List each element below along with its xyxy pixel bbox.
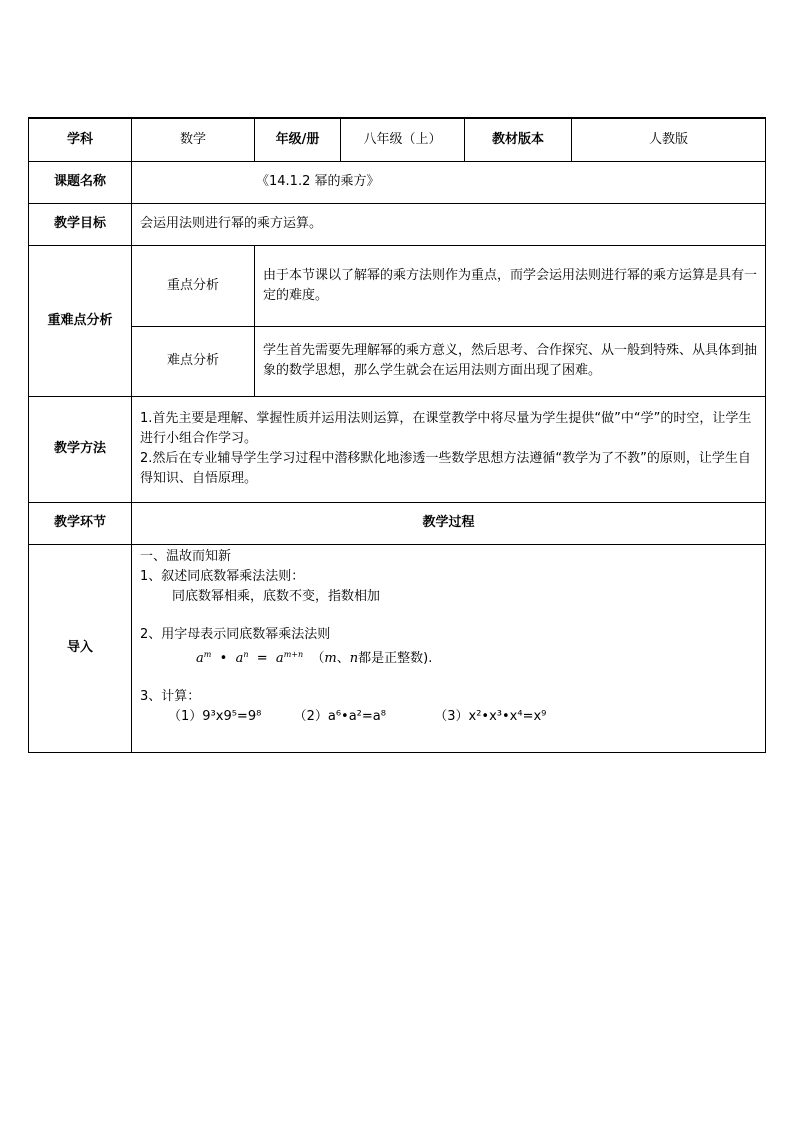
lesson-title-value — [132, 161, 766, 203]
intro-heading: 一、温故而知新 — [140, 548, 232, 564]
difficult-analysis-row — [29, 326, 766, 396]
lesson-plan-sheet — [28, 117, 765, 753]
calc-item-3: （3）x²•x³•x⁴=x⁹ — [434, 708, 547, 724]
objective-text: 会运用法则进行幂的乘方运算。 — [132, 203, 766, 245]
intro-row — [29, 544, 766, 752]
calc-item-2: （2）a⁶•a²=a⁸ — [293, 708, 386, 724]
power-rule-formula: $a^m$ • $a^n = a^{m+n}$ （m、n都是正整数). — [196, 649, 433, 666]
intro-question-1: 1、叙述同底数幂乘法法则： — [140, 568, 305, 584]
objective-row — [29, 203, 766, 245]
spacer — [140, 669, 757, 687]
process-label: 教学过程 — [132, 502, 766, 544]
method-paragraph-2: 2.然后在专业辅导学生学习过程中潜移默化地渗透一些数学思想方法遵循“教学为了不教”的原则，让学生自得知识、自悟原理。 — [140, 451, 751, 486]
subject-value: 数学 — [132, 118, 255, 161]
spacer — [140, 607, 757, 625]
header-row — [29, 118, 766, 161]
edition-value: 人教版 — [572, 118, 766, 161]
intro-question-2: 2、用字母表示同底数幂乘法法则 — [140, 626, 331, 642]
method-row — [29, 396, 766, 502]
lesson-title-label: 课题名称 — [29, 161, 132, 203]
calc-item-1: （1）9³x9⁵=9⁸ — [168, 708, 262, 724]
grade-value: 八年级（上） — [341, 118, 465, 161]
difficult-analysis-text: 学生首先需要先理解幂的乘方意义，然后思考、合作探究、从一般到特殊、从具体到抽象的数学思想，那么学生就会在运用法则方面出现了困难。 — [255, 326, 766, 396]
process-header-row — [29, 502, 766, 544]
grade-label: 年级/册 — [255, 118, 341, 161]
intro-answer-1: 同底数幂相乘，底数不变，指数相加 — [172, 588, 381, 604]
method-cell — [132, 396, 766, 502]
intro-content — [132, 544, 766, 752]
calc-line — [140, 707, 757, 727]
key-analysis-text: 由于本节课以了解幂的乘方法则作为重点，而学会运用法则进行幂的乘方运算是具有一定的难度。 — [255, 245, 766, 326]
difficult-analysis-label: 难点分析 — [132, 326, 255, 396]
intro-question-3: 3、计算： — [140, 688, 201, 704]
lesson-title-row — [29, 161, 766, 203]
lesson-title-text: 《14.1.2 幂的乘方》 — [256, 174, 380, 189]
edition-label: 教材版本 — [465, 118, 572, 161]
method-label: 教学方法 — [29, 396, 132, 502]
method-paragraph-1: 1.首先主要是理解、掌握性质并运用法则运算，在课堂教学中将尽量为学生提供“做”中“学”的时空，让学生进行小组合作学习。 — [140, 411, 752, 446]
key-analysis-label: 重点分析 — [132, 245, 255, 326]
lesson-plan-table — [28, 117, 766, 753]
stage-label: 教学环节 — [29, 502, 132, 544]
key-analysis-row — [29, 245, 766, 326]
analysis-label: 重难点分析 — [29, 245, 132, 396]
intro-label: 导入 — [29, 544, 132, 752]
objective-label: 教学目标 — [29, 203, 132, 245]
subject-label: 学科 — [29, 118, 132, 161]
